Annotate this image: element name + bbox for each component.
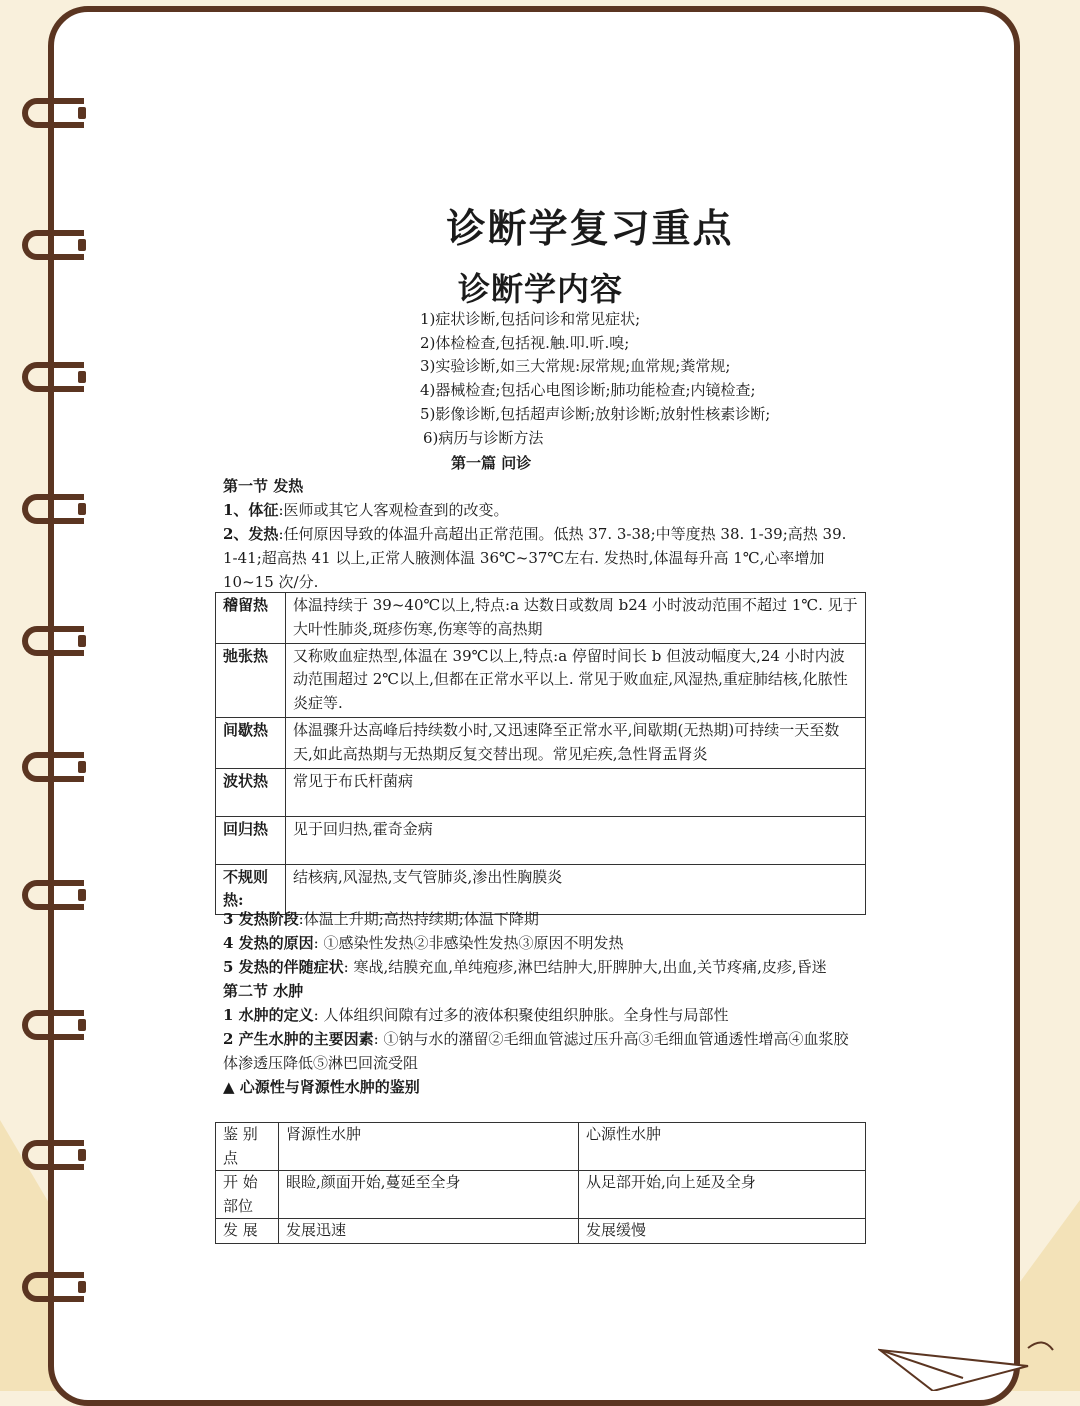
term-label: 2、发热 xyxy=(223,525,279,543)
term-definition: : 人体组织间隙有过多的液体积聚使组织肿胀。全身性与局部性 xyxy=(313,1006,729,1024)
table-row xyxy=(216,1171,866,1219)
binder-ring xyxy=(22,494,84,524)
fever-type-table xyxy=(215,592,866,915)
list-item: 4)器械检查;包括心电图诊断;肺功能检查;内镜检查; xyxy=(420,381,756,400)
list-item: 2)体检检查,包括视.触.叩.听.嗅; xyxy=(420,333,630,352)
fever-type-desc: 体温骤升达高峰后持续数小时,又迅速降至正常水平,间歇期(无热期)可持续一天至数天,如此高热期与无热期反复交替出现。常见疟疾,急性肾盂肾炎 xyxy=(286,717,866,768)
table-cell: 发展缓慢 xyxy=(579,1219,866,1244)
table-cell: 眼睑,颜面开始,蔓延至全身 xyxy=(279,1171,579,1219)
fever-type-desc: 见于回归热,霍奇金病 xyxy=(286,816,866,864)
term-label: 5 发热的伴随症状 xyxy=(223,958,344,976)
term-definition: : ①感染性发热②非感染性发热③原因不明发热 xyxy=(313,934,624,952)
section-heading: 第一节 发热 xyxy=(223,477,304,495)
binder-ring xyxy=(22,1272,84,1302)
table-cell: 从足部开始,向上延及全身 xyxy=(579,1171,866,1219)
section-fever xyxy=(223,474,863,594)
table-header-row xyxy=(216,1123,866,1171)
table-row xyxy=(216,816,866,864)
term-label: 1 水肿的定义 xyxy=(223,1006,314,1024)
term-label: 2 产生水肿的主要因素 xyxy=(223,1030,374,1048)
list-item: 3)实验诊断,如三大常规:尿常规;血常规;粪常规; xyxy=(420,357,731,376)
table-caption: ▲ 心源性与肾源性水肿的鉴别 xyxy=(223,1078,420,1096)
fever-type-name: 稽留热 xyxy=(216,593,286,644)
table-cell: 发 展 xyxy=(216,1219,279,1244)
table-header-cell: 肾源性水肿 xyxy=(279,1123,579,1171)
paragraph xyxy=(223,1003,863,1027)
paragraph xyxy=(223,955,863,979)
binder-ring xyxy=(22,1010,84,1040)
fever-notes xyxy=(223,907,863,1099)
document-subtitle: 诊断学内容 xyxy=(458,270,624,308)
table-cell: 开 始 部位 xyxy=(216,1171,279,1219)
paragraph xyxy=(223,498,863,522)
section-heading: 第二节 水肿 xyxy=(223,982,304,1000)
binder-ring xyxy=(22,626,84,656)
table-header-cell: 心源性水肿 xyxy=(579,1123,866,1171)
fever-type-desc: 又称败血症热型,体温在 39℃以上,特点:a 停留时间长 b 但波动幅度大,24 小时内波动范围超过 2℃以上,但都在正常水平以上. 常见于败血症,风湿热,重症肺结核,化脓性炎症等. xyxy=(286,643,866,717)
edema-comparison-table xyxy=(215,1122,866,1244)
binder-ring xyxy=(22,1140,84,1170)
paragraph xyxy=(223,907,863,931)
paragraph xyxy=(223,522,863,594)
binder-ring xyxy=(22,362,84,392)
fever-type-name: 波状热 xyxy=(216,768,286,816)
fever-type-name: 回归热 xyxy=(216,816,286,864)
fever-type-desc: 结核病,风湿热,支气管肺炎,渗出性胸膜炎 xyxy=(286,864,866,915)
term-label: 4 发热的原因 xyxy=(223,934,314,952)
table-cell: 发展迅速 xyxy=(279,1219,579,1244)
part-heading: 第一篇 问诊 xyxy=(451,454,532,472)
term-definition: :医师或其它人客观检查到的改变。 xyxy=(278,501,509,519)
fever-type-desc: 常见于布氏杆菌病 xyxy=(286,768,866,816)
term-definition: : 寒战,结膜充血,单纯疱疹,淋巴结肿大,肝脾肿大,出血,关节疼痛,皮疹,昏迷 xyxy=(343,958,827,976)
content-list xyxy=(420,308,770,450)
binder-ring xyxy=(22,98,84,128)
list-item: 5)影像诊断,包括超声诊断;放射诊断;放射性核素诊断; xyxy=(420,404,771,423)
table-row xyxy=(216,717,866,768)
paragraph xyxy=(223,1027,863,1075)
table-row xyxy=(216,1219,866,1244)
fever-type-name: 不规则热: xyxy=(216,864,286,915)
table-header-cell: 鉴 别 点 xyxy=(216,1123,279,1171)
list-item: 1)症状诊断,包括问诊和常见症状; xyxy=(420,310,641,328)
term-definition: :任何原因导致的体温升高超出正常范围。低热 37. 3-38;中等度热 38. 1-39;高热 39. 1-41;超高热 41 以上,正常人腋测体温 36℃~37℃左右. 发热时,体温每升高 1℃,心率增加 10~15 次/分. xyxy=(223,525,847,591)
fever-type-desc: 体温持续于 39~40℃以上,特点:a 达数日或数周 b24 小时波动范围不超过 1℃. 见于大叶性肺炎,斑疹伤寒,伤寒等的高热期 xyxy=(286,593,866,644)
fever-type-name: 弛张热 xyxy=(216,643,286,717)
term-definition: : ①钠与水的潴留②毛细血管滤过压升高③毛细血管通透性增高④血浆胶体渗透压降低⑤淋巴回流受阻 xyxy=(223,1030,849,1072)
fever-type-name: 间歇热 xyxy=(216,717,286,768)
table-row xyxy=(216,768,866,816)
term-label: 1、体征 xyxy=(223,501,279,519)
binder-ring xyxy=(22,880,84,910)
term-label: 3 发热阶段 xyxy=(223,910,299,928)
paragraph xyxy=(223,931,863,955)
list-item: 6)病历与诊断方法 xyxy=(423,428,544,447)
term-definition: :体温上升期;高热持续期;体温下降期 xyxy=(298,910,539,928)
binder-ring xyxy=(22,752,84,782)
document-title: 诊断学复习重点 xyxy=(446,206,734,252)
table-row xyxy=(216,593,866,644)
table-row xyxy=(216,643,866,717)
